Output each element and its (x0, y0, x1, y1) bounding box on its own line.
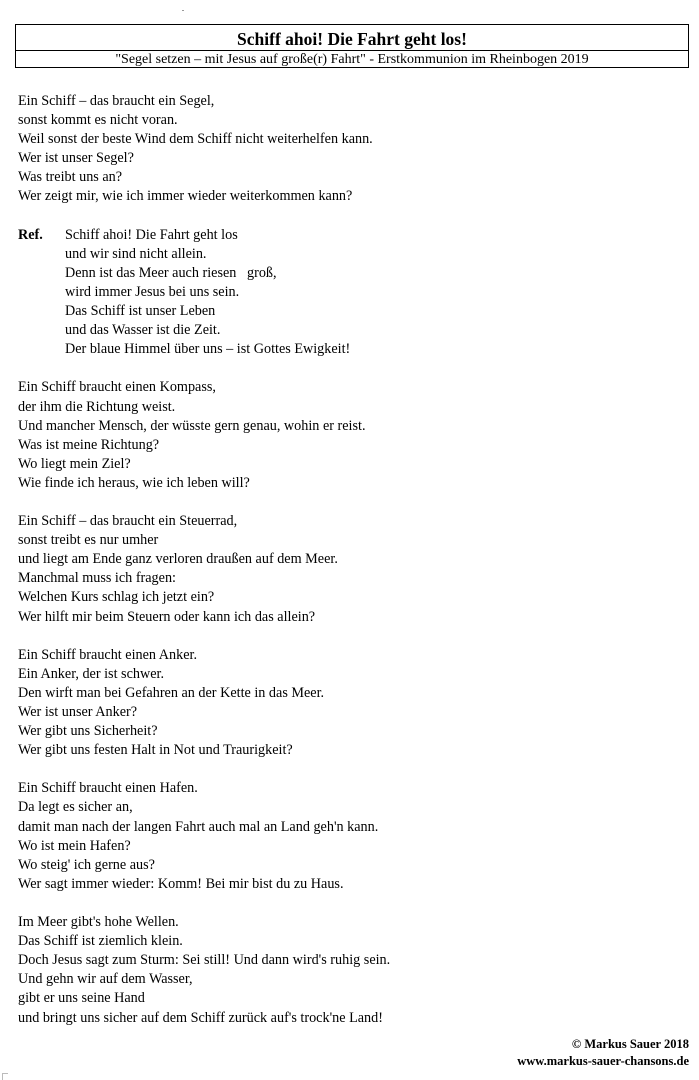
footer (517, 1036, 689, 1070)
lyric-line: Wer ist unser Anker? (18, 704, 138, 720)
stanza-1 (18, 92, 688, 207)
lyric-line: Wo steig' ich gerne aus? (18, 856, 155, 873)
refrain-label: Ref. (18, 226, 43, 243)
lyric-line: Im Meer gibt's hohe Wellen. (18, 914, 179, 931)
refrain-line: und wir sind nicht allein. (65, 245, 207, 262)
lyric-line: Welchen Kurs schlag ich jetzt ein? (18, 589, 215, 606)
lyric-line: Manchmal muss ich fragen: (18, 570, 176, 587)
lyric-line: sonst kommt es nicht voran. (18, 112, 178, 129)
lyric-line: damit man nach der langen Fahrt auch mal an Land geh'n kann. (18, 818, 379, 835)
song-title: Schiff ahoi! Die Fahrt geht los! (237, 29, 467, 49)
scan-speck (182, 10, 184, 11)
lyric-line: Wer hilft mir beim Steuern oder kann ich das allein? (18, 608, 316, 625)
lyric-line: Wer ist unser Segel? (18, 150, 134, 167)
lyric-line: Was treibt uns an? (18, 169, 123, 186)
lyric-line: Wer gibt uns Sicherheit? (18, 723, 158, 740)
lyric-line: Und mancher Mensch, der wüsste gern genau, wohin er reist. (18, 417, 366, 434)
refrain-line: und das Wasser ist die Zeit. (65, 322, 221, 339)
refrain-line: Schiff ahoi! Die Fahrt geht los (65, 226, 238, 243)
refrain-line: wird immer Jesus bei uns sein. (65, 283, 240, 300)
lyric-line: Wo ist mein Hafen? (18, 837, 131, 854)
page-corner-mark (2, 1073, 8, 1080)
stanza-3 (18, 512, 688, 627)
refrain-line: Das Schiff ist unser Leben (65, 303, 216, 320)
lyric-line: Wer gibt uns festen Halt in Not und Traurigkeit? (18, 742, 293, 759)
lyric-line: Ein Schiff braucht einen Anker. (18, 646, 198, 663)
refrain-line: Der blaue Himmel über uns – ist Gottes Ewigkeit! (65, 341, 351, 358)
lyric-line: und bringt uns sicher auf dem Schiff zurück auf's trock'ne Land! (18, 1009, 383, 1026)
copyright-notice: © Markus Sauer 2018 (571, 1037, 689, 1051)
lyric-line: Ein Schiff braucht einen Kompass, (18, 379, 216, 396)
lyric-line: Das Schiff ist ziemlich klein. (18, 933, 183, 950)
lyric-line: Den wirft man bei Gefahren an der Kette in das Meer. (18, 684, 325, 701)
refrain (18, 226, 688, 360)
stanza-2 (18, 378, 688, 493)
lyric-line: Ein Anker, der ist schwer. (18, 665, 165, 682)
lyric-line: Wer zeigt mir, wie ich immer wieder weiterkommen kann? (18, 188, 353, 205)
lyric-line: Weil sonst der beste Wind dem Schiff nicht weiterhelfen kann. (18, 131, 373, 148)
stanza-4 (18, 646, 688, 761)
lyric-line: Wer sagt immer wieder: Komm! Bei mir bist du zu Haus. (18, 875, 344, 892)
song-subtitle: "Segel setzen – mit Jesus auf große(r) Fahrt" - Erstkommunion im Rheinbogen 2019 (115, 52, 589, 67)
lyric-line: sonst treibt es nur umher (18, 532, 159, 549)
lyrics (18, 92, 688, 1028)
stanza-5 (18, 779, 688, 894)
stanza-6 (18, 913, 688, 1028)
lyric-line: Da legt es sicher an, (18, 799, 133, 816)
lyric-line: Wie finde ich heraus, wie ich leben will? (18, 474, 250, 491)
lyric-line: Ein Schiff braucht einen Hafen. (18, 780, 198, 797)
refrain-line: Denn ist das Meer auch riesen groß, (65, 264, 277, 281)
lyric-line: Und gehn wir auf dem Wasser, (18, 971, 193, 988)
lyric-line: Ein Schiff – das braucht ein Steuerrad, (18, 513, 238, 530)
lyric-line: Wo liegt mein Ziel? (18, 455, 131, 472)
lyric-line: Was ist meine Richtung? (18, 436, 160, 453)
lyric-line: der ihm die Richtung weist. (18, 398, 176, 415)
lyric-line: und liegt am Ende ganz verloren draußen auf dem Meer. (18, 551, 338, 568)
title-box (15, 24, 689, 68)
lyric-line: Doch Jesus sagt zum Sturm: Sei still! Und dann wird's ruhig sein. (18, 952, 391, 969)
lyric-line: gibt er uns seine Hand (18, 990, 145, 1007)
lyric-line: Ein Schiff – das braucht ein Segel, (18, 93, 215, 109)
website-link: www.markus-sauer-chansons.de (517, 1054, 689, 1068)
